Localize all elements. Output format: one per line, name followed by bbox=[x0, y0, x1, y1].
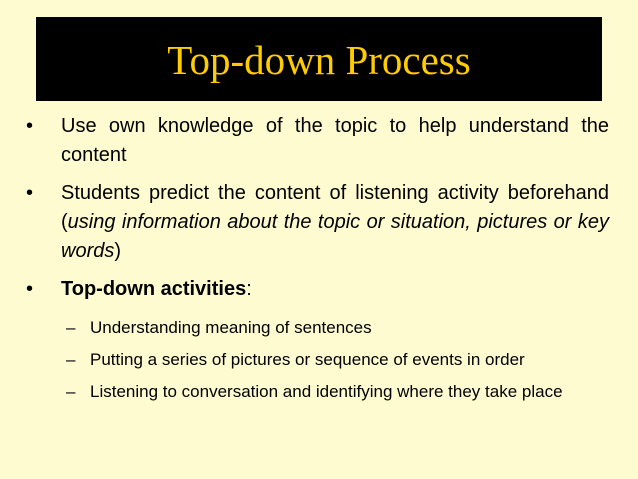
bullet-text bbox=[61, 179, 609, 266]
sub-bullet-text: Putting a series of pictures or sequence of events in order bbox=[90, 350, 525, 369]
bullet-item bbox=[24, 275, 609, 304]
dash-marker: – bbox=[66, 382, 76, 401]
bullet-list bbox=[24, 112, 609, 313]
sub-bullet-item bbox=[66, 348, 600, 371]
bullet-marker: • bbox=[26, 115, 34, 137]
sub-bullet-text: Listening to conversation and identifying where they take place bbox=[90, 382, 563, 401]
bullet-item bbox=[24, 179, 609, 266]
bullet-text-part: : bbox=[246, 278, 252, 300]
title-bar bbox=[36, 17, 602, 101]
bullet-text-part: Students predict the content of listening activity beforehand ( bbox=[61, 182, 609, 233]
sub-bullet-list bbox=[66, 316, 600, 412]
bullet-text: Use own knowledge of the topic to help understand the content bbox=[61, 115, 609, 166]
sub-bullet-item bbox=[66, 380, 600, 403]
bullet-bold-text: Top-down activities bbox=[61, 278, 247, 300]
slide-title: Top-down Process bbox=[167, 37, 471, 83]
bullet-text-part: ) bbox=[114, 240, 122, 262]
sub-bullet-text: Understanding meaning of sentences bbox=[90, 318, 372, 337]
bullet-item bbox=[24, 112, 609, 170]
bullet-text bbox=[61, 275, 609, 304]
dash-marker: – bbox=[66, 318, 76, 337]
dash-marker: – bbox=[66, 350, 76, 369]
sub-bullet-item bbox=[66, 316, 600, 339]
bullet-marker: • bbox=[26, 278, 34, 300]
bullet-marker: • bbox=[26, 182, 34, 204]
bullet-italic-text: using information about the topic or situation, pictures or key words bbox=[61, 211, 609, 262]
